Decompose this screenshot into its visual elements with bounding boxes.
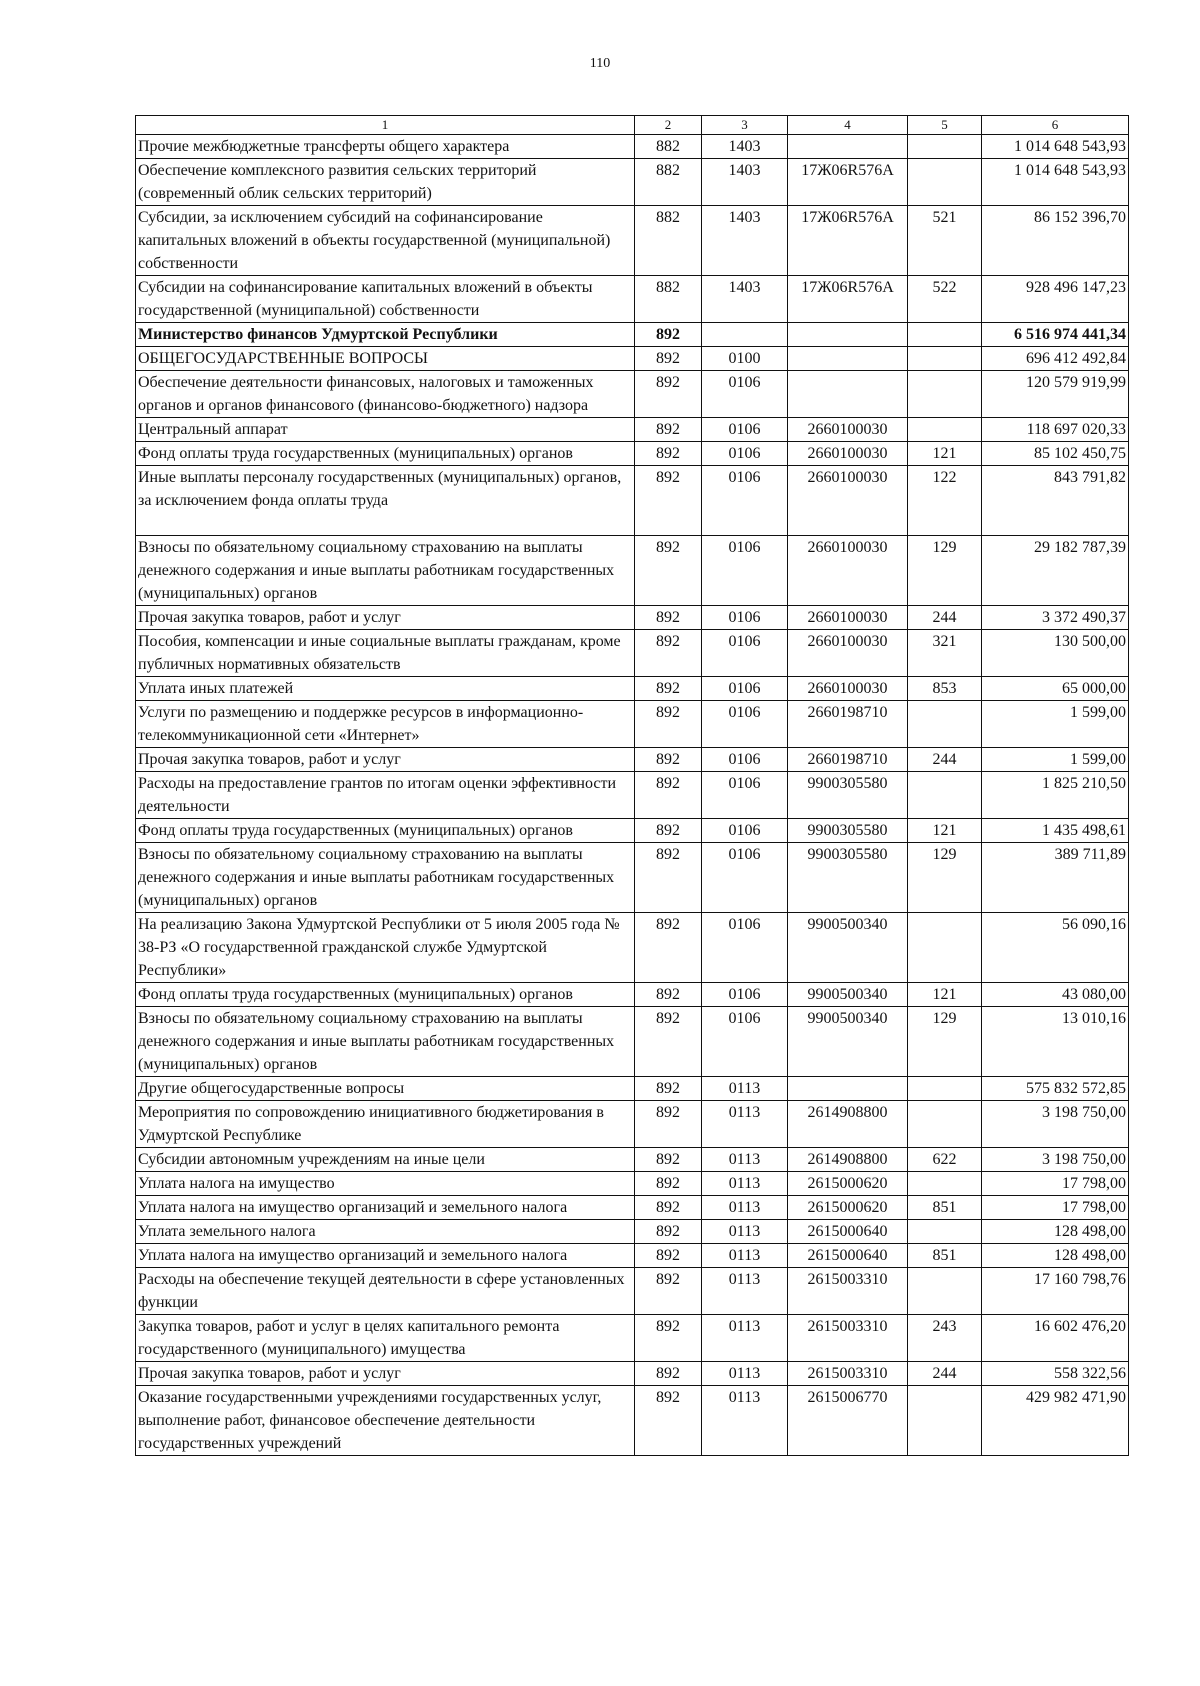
- row-csr: 2660198710: [788, 701, 908, 748]
- row-vr: 129: [908, 843, 982, 913]
- row-sum: 120 579 919,99: [982, 371, 1129, 418]
- row-rz: 1403: [702, 135, 788, 159]
- row-csr: 17Ж06R576A: [788, 206, 908, 276]
- row-rz: 0106: [702, 371, 788, 418]
- row-csr: [788, 135, 908, 159]
- table-row: [136, 701, 1129, 748]
- row-sum: 3 372 490,37: [982, 606, 1129, 630]
- table-row: [136, 630, 1129, 677]
- row-csr: 2660100030: [788, 442, 908, 466]
- row-csr: 9900500340: [788, 983, 908, 1007]
- row-ved: 892: [635, 1077, 702, 1101]
- row-ved: 892: [635, 913, 702, 983]
- row-sum: 128 498,00: [982, 1220, 1129, 1244]
- header-col-1: 1: [136, 116, 635, 135]
- header-row: [136, 116, 1129, 135]
- row-csr: 2615000640: [788, 1244, 908, 1268]
- row-name: Мероприятия по сопровождению инициативного бюджетирования в Удмуртской Республике: [136, 1101, 635, 1148]
- row-rz: 0113: [702, 1362, 788, 1386]
- row-name: Субсидии автономным учреждениям на иные цели: [136, 1148, 635, 1172]
- row-vr: 129: [908, 536, 982, 606]
- row-name: Услуги по размещению и поддержке ресурсов в информационно-телекоммуникационной сети «Интернет»: [136, 701, 635, 748]
- row-rz: 0106: [702, 772, 788, 819]
- row-vr: 121: [908, 983, 982, 1007]
- row-name: Уплата налога на имущество организаций и земельного налога: [136, 1244, 635, 1268]
- row-rz: 0106: [702, 418, 788, 442]
- row-ved: 892: [635, 371, 702, 418]
- row-name: На реализацию Закона Удмуртской Республики от 5 июля 2005 года № 38-РЗ «О государственной гражданской службе Удмуртской Республики»: [136, 913, 635, 983]
- row-csr: 2660198710: [788, 748, 908, 772]
- row-sum: 43 080,00: [982, 983, 1129, 1007]
- row-rz: 0113: [702, 1101, 788, 1148]
- row-ved: 892: [635, 418, 702, 442]
- row-csr: 2615003310: [788, 1315, 908, 1362]
- row-rz: 0106: [702, 536, 788, 606]
- row-ved: 882: [635, 159, 702, 206]
- row-ved: 892: [635, 748, 702, 772]
- row-rz: 1403: [702, 159, 788, 206]
- row-rz: 0113: [702, 1386, 788, 1456]
- row-sum: 3 198 750,00: [982, 1148, 1129, 1172]
- row-vr: [908, 1220, 982, 1244]
- budget-table: [135, 115, 1129, 1456]
- table-row: [136, 677, 1129, 701]
- row-csr: 2660100030: [788, 677, 908, 701]
- row-ved: 892: [635, 442, 702, 466]
- row-name: Министерство финансов Удмуртской Республики: [136, 323, 635, 347]
- row-name: Другие общегосударственные вопросы: [136, 1077, 635, 1101]
- row-sum: 1 014 648 543,93: [982, 135, 1129, 159]
- row-name: Субсидии, за исключением субсидий на софинансирование капитальных вложений в объекты государственной (муниципальной) собственности: [136, 206, 635, 276]
- table-row: [136, 1196, 1129, 1220]
- row-rz: 0106: [702, 466, 788, 536]
- table-row: [136, 772, 1129, 819]
- row-ved: 892: [635, 772, 702, 819]
- row-rz: 0113: [702, 1077, 788, 1101]
- table-row: [136, 1172, 1129, 1196]
- row-vr: 522: [908, 276, 982, 323]
- table-row: [136, 1244, 1129, 1268]
- row-rz: 0113: [702, 1268, 788, 1315]
- row-sum: 65 000,00: [982, 677, 1129, 701]
- table-row: [136, 1101, 1129, 1148]
- table-row: [136, 1268, 1129, 1315]
- table-row: [136, 819, 1129, 843]
- row-sum: 1 825 210,50: [982, 772, 1129, 819]
- row-csr: 9900500340: [788, 913, 908, 983]
- table-body: [136, 135, 1129, 1456]
- row-sum: 429 982 471,90: [982, 1386, 1129, 1456]
- row-rz: 1403: [702, 206, 788, 276]
- row-vr: 122: [908, 466, 982, 536]
- row-vr: 121: [908, 819, 982, 843]
- row-csr: 9900305580: [788, 819, 908, 843]
- row-vr: 244: [908, 606, 982, 630]
- table-row: [136, 418, 1129, 442]
- row-ved: 892: [635, 1386, 702, 1456]
- row-vr: 244: [908, 748, 982, 772]
- header-col-5: 5: [908, 116, 982, 135]
- row-ved: 892: [635, 819, 702, 843]
- table-row: [136, 1077, 1129, 1101]
- row-name: Расходы на обеспечение текущей деятельности в сфере установленных функции: [136, 1268, 635, 1315]
- row-csr: 2615000620: [788, 1196, 908, 1220]
- row-vr: [908, 913, 982, 983]
- row-csr: 9900305580: [788, 772, 908, 819]
- row-vr: [908, 1386, 982, 1456]
- table-row: [136, 536, 1129, 606]
- row-sum: 128 498,00: [982, 1244, 1129, 1268]
- row-name: Закупка товаров, работ и услуг в целях капитального ремонта государственного (муниципального) имущества: [136, 1315, 635, 1362]
- row-sum: 1 014 648 543,93: [982, 159, 1129, 206]
- row-vr: [908, 159, 982, 206]
- row-vr: 521: [908, 206, 982, 276]
- table-row-ministry: [136, 323, 1129, 347]
- row-name: Прочая закупка товаров, работ и услуг: [136, 1362, 635, 1386]
- row-ved: 892: [635, 323, 702, 347]
- row-csr: [788, 1077, 908, 1101]
- row-name: Уплата иных платежей: [136, 677, 635, 701]
- row-name: Уплата земельного налога: [136, 1220, 635, 1244]
- row-csr: 9900305580: [788, 843, 908, 913]
- row-rz: 0113: [702, 1148, 788, 1172]
- row-csr: 2660100030: [788, 630, 908, 677]
- row-rz: 0106: [702, 748, 788, 772]
- row-ved: 892: [635, 1220, 702, 1244]
- row-sum: 118 697 020,33: [982, 418, 1129, 442]
- row-rz: 0100: [702, 347, 788, 371]
- row-sum: 1 599,00: [982, 748, 1129, 772]
- table-row: [136, 1386, 1129, 1456]
- row-rz: 0106: [702, 606, 788, 630]
- row-sum: 56 090,16: [982, 913, 1129, 983]
- row-ved: 892: [635, 1268, 702, 1315]
- row-vr: [908, 701, 982, 748]
- table-row: [136, 1220, 1129, 1244]
- row-sum: 130 500,00: [982, 630, 1129, 677]
- row-vr: [908, 135, 982, 159]
- row-name: Взносы по обязательному социальному страхованию на выплаты денежного содержания и иные выплаты работникам государственных (муниципальных) органов: [136, 843, 635, 913]
- row-ved: 892: [635, 1007, 702, 1077]
- row-sum: 29 182 787,39: [982, 536, 1129, 606]
- table-row: [136, 206, 1129, 276]
- table-row: [136, 843, 1129, 913]
- row-csr: 2660100030: [788, 606, 908, 630]
- header-col-4: 4: [788, 116, 908, 135]
- row-ved: 882: [635, 135, 702, 159]
- row-sum: 13 010,16: [982, 1007, 1129, 1077]
- row-csr: 2614908800: [788, 1101, 908, 1148]
- row-csr: [788, 371, 908, 418]
- row-rz: 0106: [702, 983, 788, 1007]
- row-sum: 1 599,00: [982, 701, 1129, 748]
- row-sum: 3 198 750,00: [982, 1101, 1129, 1148]
- row-vr: 244: [908, 1362, 982, 1386]
- row-name: Прочая закупка товаров, работ и услуг: [136, 748, 635, 772]
- row-ved: 882: [635, 206, 702, 276]
- row-vr: 121: [908, 442, 982, 466]
- row-sum: 17 798,00: [982, 1172, 1129, 1196]
- row-rz: 0106: [702, 1007, 788, 1077]
- row-ved: 892: [635, 536, 702, 606]
- row-csr: 2615000620: [788, 1172, 908, 1196]
- table-row: [136, 442, 1129, 466]
- row-ved: 892: [635, 1172, 702, 1196]
- row-name: Обеспечение комплексного развития сельских территорий (современный облик сельских территорий): [136, 159, 635, 206]
- row-csr: 2615006770: [788, 1386, 908, 1456]
- row-name: Пособия, компенсации и иные социальные выплаты гражданам, кроме публичных нормативных обязательств: [136, 630, 635, 677]
- row-vr: 321: [908, 630, 982, 677]
- table-row: [136, 135, 1129, 159]
- row-vr: 851: [908, 1244, 982, 1268]
- row-ved: 892: [635, 1101, 702, 1148]
- table-row: [136, 159, 1129, 206]
- row-ved: 892: [635, 677, 702, 701]
- row-csr: 9900500340: [788, 1007, 908, 1077]
- row-name: Расходы на предоставление грантов по итогам оценки эффективности деятельности: [136, 772, 635, 819]
- table-row: [136, 1148, 1129, 1172]
- row-sum: 6 516 974 441,34: [982, 323, 1129, 347]
- row-ved: 892: [635, 1362, 702, 1386]
- table-row: [136, 276, 1129, 323]
- row-ved: 892: [635, 347, 702, 371]
- row-csr: 17Ж06R576A: [788, 276, 908, 323]
- header-col-3: 3: [702, 116, 788, 135]
- row-rz: 1403: [702, 276, 788, 323]
- row-ved: 892: [635, 1148, 702, 1172]
- row-sum: 1 435 498,61: [982, 819, 1129, 843]
- row-ved: 892: [635, 701, 702, 748]
- row-rz: 0113: [702, 1172, 788, 1196]
- row-name: ОБЩЕГОСУДАРСТВЕННЫЕ ВОПРОСЫ: [136, 347, 635, 371]
- row-sum: 85 102 450,75: [982, 442, 1129, 466]
- header-col-2: 2: [635, 116, 702, 135]
- row-sum: 928 496 147,23: [982, 276, 1129, 323]
- row-rz: 0106: [702, 913, 788, 983]
- row-name: Фонд оплаты труда государственных (муниципальных) органов: [136, 819, 635, 843]
- row-csr: [788, 347, 908, 371]
- row-csr: 2660100030: [788, 536, 908, 606]
- row-rz: 0113: [702, 1244, 788, 1268]
- table-row: [136, 913, 1129, 983]
- row-rz: [702, 323, 788, 347]
- row-vr: 129: [908, 1007, 982, 1077]
- row-name: Фонд оплаты труда государственных (муниципальных) органов: [136, 442, 635, 466]
- row-name: Взносы по обязательному социальному страхованию на выплаты денежного содержания и иные выплаты работникам государственных (муниципальных) органов: [136, 536, 635, 606]
- table-row: [136, 748, 1129, 772]
- row-sum: 17 798,00: [982, 1196, 1129, 1220]
- row-sum: 17 160 798,76: [982, 1268, 1129, 1315]
- row-csr: 17Ж06R576A: [788, 159, 908, 206]
- row-csr: 2615003310: [788, 1268, 908, 1315]
- row-rz: 0106: [702, 819, 788, 843]
- row-ved: 892: [635, 1244, 702, 1268]
- row-name: Субсидии на софинансирование капитальных вложений в объекты государственной (муниципальной) собственности: [136, 276, 635, 323]
- row-vr: [908, 1268, 982, 1315]
- row-ved: 892: [635, 1196, 702, 1220]
- row-vr: 853: [908, 677, 982, 701]
- table-row: [136, 466, 1129, 536]
- row-rz: 0106: [702, 630, 788, 677]
- row-rz: 0113: [702, 1196, 788, 1220]
- row-csr: 2615000640: [788, 1220, 908, 1244]
- page-number: 110: [589, 56, 611, 71]
- row-sum: 843 791,82: [982, 466, 1129, 536]
- row-ved: 892: [635, 630, 702, 677]
- row-ved: 892: [635, 983, 702, 1007]
- row-csr: 2614908800: [788, 1148, 908, 1172]
- row-name: Фонд оплаты труда государственных (муниципальных) органов: [136, 983, 635, 1007]
- row-name: Взносы по обязательному социальному страхованию на выплаты денежного содержания и иные выплаты работникам государственных (муниципальных) органов: [136, 1007, 635, 1077]
- row-ved: 892: [635, 843, 702, 913]
- table-row: [136, 371, 1129, 418]
- row-ved: 892: [635, 1315, 702, 1362]
- row-csr: 2660100030: [788, 466, 908, 536]
- row-name: Уплата налога на имущество организаций и земельного налога: [136, 1196, 635, 1220]
- row-vr: [908, 323, 982, 347]
- row-name: Прочие межбюджетные трансферты общего характера: [136, 135, 635, 159]
- table-row: [136, 1007, 1129, 1077]
- row-csr: [788, 323, 908, 347]
- row-name: Оказание государственными учреждениями государственных услуг, выполнение работ, финансовое обеспечение деятельности государственных учреждений: [136, 1386, 635, 1456]
- row-name: Иные выплаты персоналу государственных (муниципальных) органов, за исключением фонда оплаты труда: [136, 466, 635, 536]
- row-vr: [908, 772, 982, 819]
- row-rz: 0106: [702, 843, 788, 913]
- row-name: Центральный аппарат: [136, 418, 635, 442]
- row-sum: 696 412 492,84: [982, 347, 1129, 371]
- row-vr: [908, 1172, 982, 1196]
- row-ved: 892: [635, 606, 702, 630]
- table-row: [136, 1362, 1129, 1386]
- row-vr: 851: [908, 1196, 982, 1220]
- row-rz: 0113: [702, 1315, 788, 1362]
- row-name: Обеспечение деятельности финансовых, налоговых и таможенных органов и органов финансового (финансово-бюджетного) надзора: [136, 371, 635, 418]
- row-csr: 2615003310: [788, 1362, 908, 1386]
- row-rz: 0106: [702, 701, 788, 748]
- row-rz: 0106: [702, 677, 788, 701]
- row-sum: 575 832 572,85: [982, 1077, 1129, 1101]
- row-ved: 892: [635, 466, 702, 536]
- row-sum: 86 152 396,70: [982, 206, 1129, 276]
- row-vr: [908, 347, 982, 371]
- row-name: Прочая закупка товаров, работ и услуг: [136, 606, 635, 630]
- table-row: [136, 606, 1129, 630]
- row-name: Уплата налога на имущество: [136, 1172, 635, 1196]
- row-rz: 0106: [702, 442, 788, 466]
- row-vr: 243: [908, 1315, 982, 1362]
- row-vr: [908, 371, 982, 418]
- row-rz: 0113: [702, 1220, 788, 1244]
- row-vr: [908, 1101, 982, 1148]
- table-row: [136, 1315, 1129, 1362]
- row-sum: 16 602 476,20: [982, 1315, 1129, 1362]
- row-sum: 389 711,89: [982, 843, 1129, 913]
- row-sum: 558 322,56: [982, 1362, 1129, 1386]
- table-row: [136, 347, 1129, 371]
- row-vr: [908, 1077, 982, 1101]
- row-ved: 882: [635, 276, 702, 323]
- table-row: [136, 983, 1129, 1007]
- row-vr: 622: [908, 1148, 982, 1172]
- row-vr: [908, 418, 982, 442]
- row-csr: 2660100030: [788, 418, 908, 442]
- header-col-6: 6: [982, 116, 1129, 135]
